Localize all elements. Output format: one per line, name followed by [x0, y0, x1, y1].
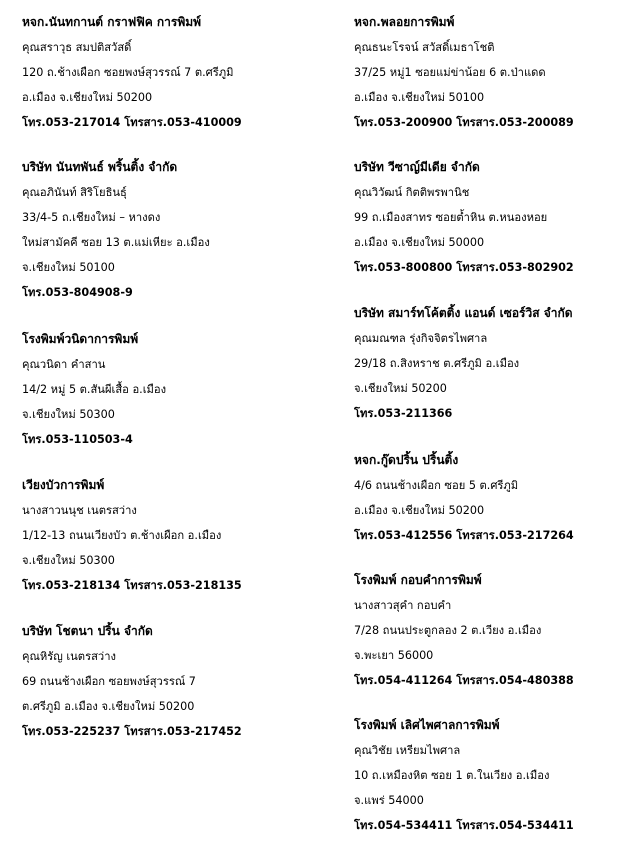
printer-entry [22, 155, 322, 305]
address-line: อ.เมือง จ.เชียงใหม่ 50200 [22, 91, 153, 104]
address-line: จ.แพร่ 54000 [354, 794, 424, 807]
contact-person: คุณสราวุธ สมปติสวัสดิ์ [22, 41, 132, 54]
phone-numbers: โทร.053-211366 [354, 407, 453, 420]
company-name: บริษัท สมาร์ทโค้ตติ้ง แอนด์ เซอร์วิส จำกัด [354, 306, 573, 320]
contact-person: คุณธนะโรจน์ สวัสดิ์เมธาโชติ [354, 41, 495, 54]
address-line: จ.พะเยา 56000 [354, 649, 434, 662]
printer-entry [354, 568, 616, 693]
address-line: 10 ถ.เหมืองหิต ซอย 1 ต.ในเวียง อ.เมือง [354, 769, 550, 782]
address-line: 120 ถ.ช้างเผือก ซอยพงษ์สุวรรณ์ 7 ต.ศรีภูมิ [22, 66, 234, 79]
company-name: หจก.กู๊ดปริ้น ปริ้นติ้ง [354, 453, 459, 467]
printer-entry [354, 448, 616, 548]
company-name: หจก.พลอยการพิมพ์ [354, 15, 455, 29]
company-name: บริษัท โชตนา ปริ้น จำกัด [22, 624, 153, 638]
printer-entry [354, 713, 616, 838]
phone-numbers: โทร.053-218134 โทรสาร.053-218135 [22, 579, 242, 592]
phone-numbers: โทร.053-200900 โทรสาร.053-200089 [354, 116, 574, 129]
phone-numbers: โทร.053-217014 โทรสาร.053-410009 [22, 116, 242, 129]
printer-entry [22, 473, 322, 598]
company-name: บริษัท นันทพันธ์ พริ้นติ้ง จำกัด [22, 160, 178, 174]
company-name: บริษัท วีซาญ์มีเดีย จำกัด [354, 160, 480, 174]
contact-person: นางสาวนนุช เนตรสว่าง [22, 504, 137, 517]
phone-numbers: โทร.053-800800 โทรสาร.053-802902 [354, 261, 574, 274]
address-line: 99 ถ.เมืองสาทร ซอยต้ำหิน ต.หนองหอย [354, 211, 548, 224]
company-name: โรงพิมพ์ กอบคำการพิมพ์ [354, 573, 482, 587]
address-line: 4/6 ถนนช้างเผือก ซอย 5 ต.ศรีภูมิ [354, 479, 519, 492]
address-line: จ.เชียงใหม่ 50100 [22, 261, 115, 274]
printer-entry [22, 327, 322, 452]
phone-numbers: โทร.054-534411 โทรสาร.054-534411 [354, 819, 574, 832]
address-line: 1/12-13 ถนนเวียงบัว ต.ช้างเผือก อ.เมือง [22, 529, 222, 542]
contact-person: คุณมณฑล รุ่งกิจจิตรไพศาล [354, 332, 488, 345]
printer-entry [354, 10, 616, 135]
printer-entry [354, 301, 616, 426]
address-line: จ.เชียงใหม่ 50200 [354, 382, 447, 395]
company-name: โรงพิมพ์วนิดาการพิมพ์ [22, 332, 139, 346]
address-line: ใหม่สามัคคี ซอย 13 ต.แม่เหียะ อ.เมือง [22, 236, 210, 249]
address-line: อ.เมือง จ.เชียงใหม่ 50000 [354, 236, 485, 249]
address-line: 37/25 หมู่1 ซอยแม่ข่าน้อย 6 ต.ป่าแดด [354, 66, 546, 79]
phone-numbers: โทร.053-412556 โทรสาร.053-217264 [354, 529, 574, 542]
printer-entry [354, 155, 616, 280]
company-name: หจก.นันทกานต์ กราฟฟิค การพิมพ์ [22, 15, 202, 29]
phone-numbers: โทร.054-411264 โทรสาร.054-480388 [354, 674, 574, 687]
phone-numbers: โทร.053-110503-4 [22, 433, 133, 446]
printer-entry [22, 10, 322, 135]
address-line: 29/18 ถ.สิงหราช ต.ศรีภูมิ อ.เมือง [354, 357, 520, 370]
contact-person: นางสาวสุคำ กอบคำ [354, 599, 452, 612]
contact-person: คุณอภินันท์ สิริโยธินธุ์ [22, 186, 127, 199]
address-line: จ.เชียงใหม่ 50300 [22, 554, 115, 567]
address-line: ต.ศรีภูมิ อ.เมือง จ.เชียงใหม่ 50200 [22, 700, 195, 713]
contact-person: คุณวิชัย เหรียมไพศาล [354, 744, 461, 757]
printer-entry [22, 619, 322, 744]
phone-numbers: โทร.053-225237 โทรสาร.053-217452 [22, 725, 242, 738]
address-line: 7/28 ถนนประตูกลอง 2 ต.เวียง อ.เมือง [354, 624, 542, 637]
company-name: โรงพิมพ์ เลิศไพศาลการพิมพ์ [354, 718, 500, 732]
address-line: 33/4-5 ถ.เชียงใหม่ – หางดง [22, 211, 161, 224]
phone-numbers: โทร.053-804908-9 [22, 286, 133, 299]
contact-person: คุณหิรัญ เนตรสว่าง [22, 650, 116, 663]
address-line: 14/2 หมู่ 5 ต.สันผีเสื้อ อ.เมือง [22, 383, 167, 396]
address-line: จ.เชียงใหม่ 50300 [22, 408, 115, 421]
address-line: อ.เมือง จ.เชียงใหม่ 50200 [354, 504, 485, 517]
address-line: อ.เมือง จ.เชียงใหม่ 50100 [354, 91, 485, 104]
contact-person: คุณวนิดา คำสาน [22, 358, 106, 371]
address-line: 69 ถนนช้างเผือก ซอยพงษ์สุวรรณ์ 7 [22, 675, 196, 688]
contact-person: คุณวิวัฒน์ กิตติพรพานิช [354, 186, 470, 199]
company-name: เวียงบัวการพิมพ์ [22, 478, 105, 492]
